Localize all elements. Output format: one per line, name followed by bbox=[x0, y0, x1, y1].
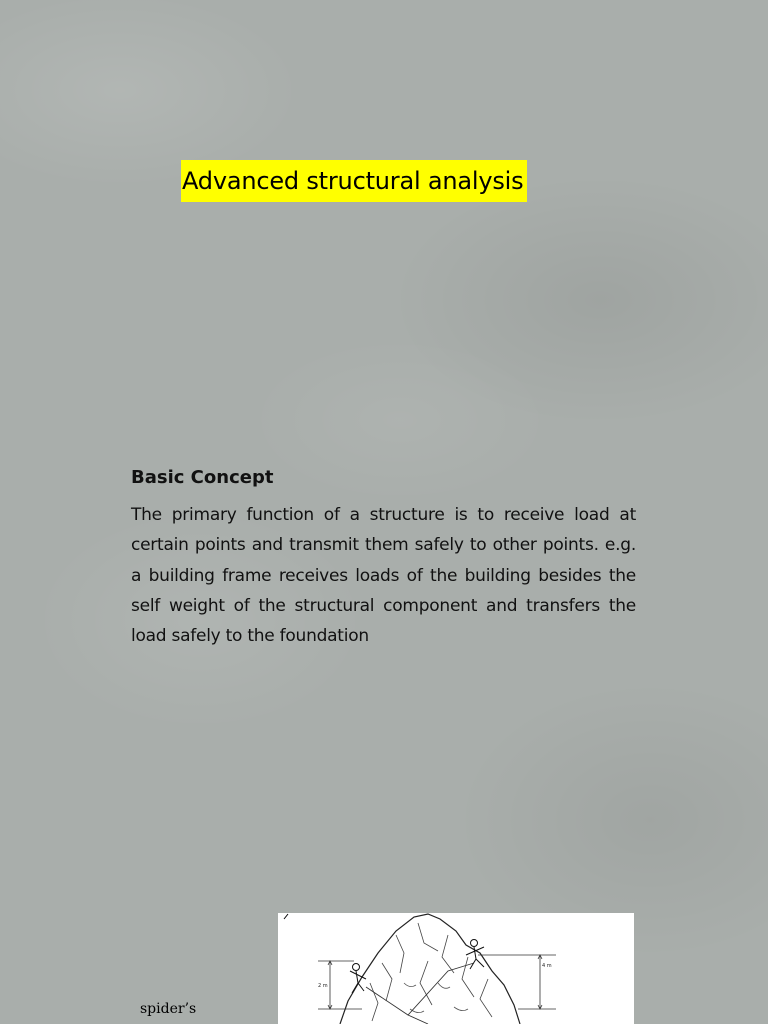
section-heading: Basic Concept bbox=[131, 467, 274, 488]
body-paragraph: The primary function of a structure is to receive load at certain points and transmit them safely to other points. e.g. a building frame receives loads of the building besides the self weight of the structural component and transfers the load safely to the foundation bbox=[131, 505, 636, 647]
figure-caption: spider’s bbox=[140, 1001, 197, 1017]
content-block bbox=[131, 462, 636, 651]
dimension-label-left: 2 m bbox=[318, 983, 328, 989]
climber-figure bbox=[278, 913, 634, 1024]
slide-title: Advanced structural analysis bbox=[181, 160, 527, 202]
mountain-sketch bbox=[278, 913, 634, 1024]
dimension-label-right: 4 m bbox=[542, 963, 552, 969]
